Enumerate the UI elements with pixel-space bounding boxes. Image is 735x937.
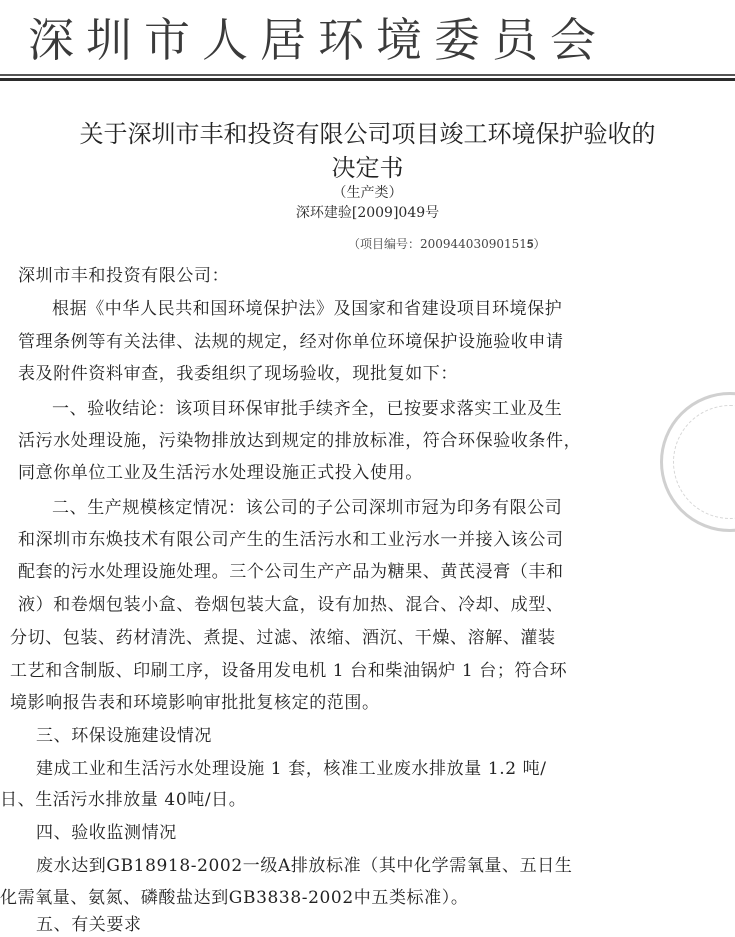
- official-seal-stamp: [660, 392, 735, 532]
- project-number: （项目编号：20094403090151𝟓）: [348, 237, 546, 251]
- section-heading: 三、环保设施建设情况: [36, 726, 212, 746]
- body-line: 表及附件资料审查，我委组织了现场验收，现批复如下：: [18, 364, 458, 384]
- body-line: 液）和卷烟包装小盒、卷烟包装大盒，设有加热、混合、冷却、成型、: [18, 595, 564, 615]
- section-heading: 一、验收结论：该项目环保审批手续齐全，已按要求落实工业及生: [52, 399, 563, 419]
- body-line: 建成工业和生活污水处理设施 1 套，核准工业废水排放量 1.2 吨/: [36, 759, 547, 779]
- section-heading: 四、验收监测情况: [36, 823, 177, 843]
- body-line: 管理条例等有关法律、法规的规定，经对你单位环境保护设施验收申请: [18, 332, 564, 352]
- body-line: 日、生活污水排放量 40吨/日。: [0, 790, 247, 810]
- body-line: 分切、包装、药材清洗、煮提、过滤、浓缩、酒沉、干燥、溶解、灌装: [10, 628, 556, 648]
- letterhead-title: 深圳市人居环境委员会: [28, 13, 608, 67]
- section-heading: 五、有关要求: [36, 915, 142, 935]
- body-line: 根据《中华人民共和国环境保护法》及国家和省建设项目环境保护: [52, 299, 563, 319]
- addressee: 深圳市丰和投资有限公司：: [18, 266, 230, 286]
- document-title-line-2: 决定书: [331, 154, 404, 182]
- body-line: 工艺和含制版、印刷工序，设备用发电机 1 台和柴油锅炉 1 台；符合环: [10, 661, 568, 681]
- body-line: 境影响报告表和环境影响审批批复核定的范围。: [10, 693, 380, 713]
- body-line: 化需氧量、氨氮、磷酸盐达到GB3838-2002中五类标准）。: [0, 888, 469, 908]
- document-title-line-1: 关于深圳市丰和投资有限公司项目竣工环境保护验收的: [79, 120, 656, 148]
- document-number: 深环建验[2009]049号: [295, 205, 440, 221]
- body-line: 废水达到GB18918-2002一级A排放标准（其中化学需氧量、五日生: [36, 856, 573, 876]
- body-line: 同意你单位工业及生活污水处理设施正式投入使用。: [18, 463, 423, 483]
- section-heading: 二、生产规模核定情况：该公司的子公司深圳市冠为印务有限公司: [52, 498, 563, 518]
- body-line: 和深圳市东焕技术有限公司产生的生活污水和工业污水一并接入该公司: [18, 530, 564, 550]
- letterhead-rule: [0, 74, 735, 81]
- body-line: 活污水处理设施，污染物排放达到规定的排放标准，符合环保验收条件，: [18, 431, 582, 451]
- document-category: （生产类）: [332, 185, 403, 201]
- body-line: 配套的污水处理设施处理。三个公司生产产品为糖果、黄芪浸膏（丰和: [18, 562, 564, 582]
